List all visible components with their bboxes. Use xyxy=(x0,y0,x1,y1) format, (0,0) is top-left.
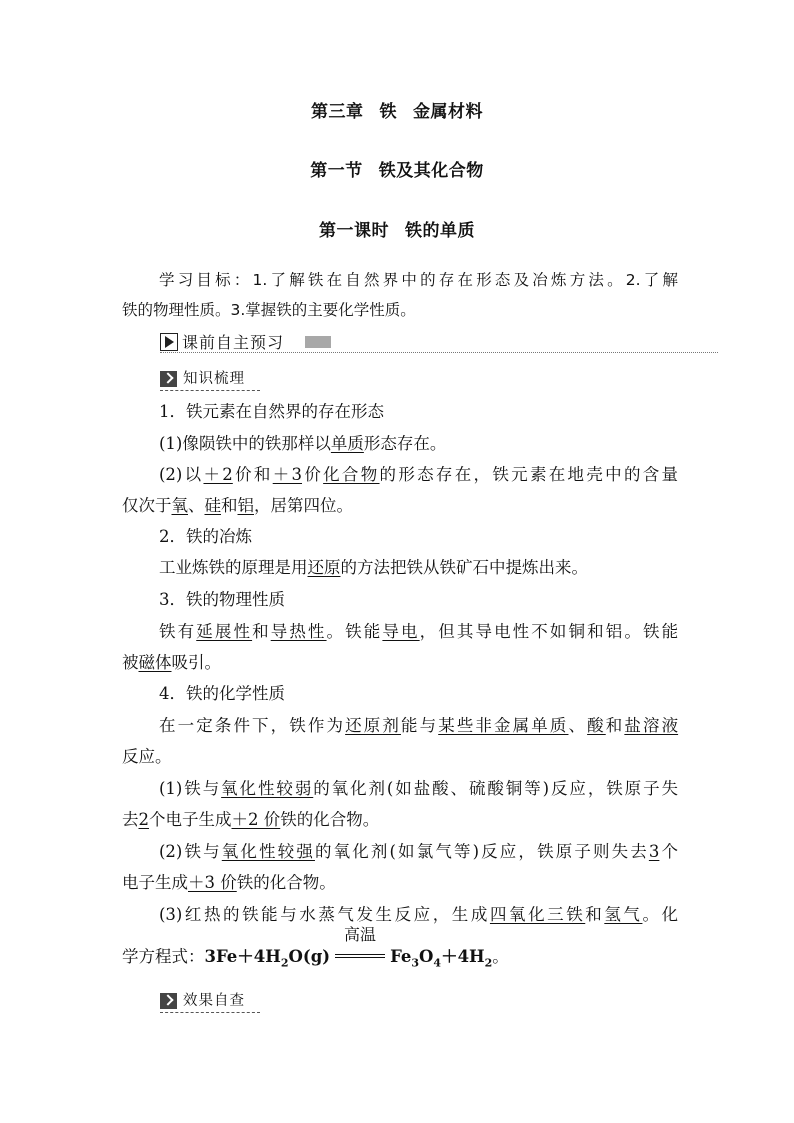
answer-blank: 延展性 xyxy=(196,622,253,641)
answer-blank: 还原剂 xyxy=(345,716,401,735)
text: O xyxy=(419,947,434,966)
chapter-title xyxy=(0,97,794,122)
text: ＋4H xyxy=(441,947,485,966)
answer-blank: 单质 xyxy=(330,434,364,453)
subheading-knowledge xyxy=(160,368,260,390)
s4-heading-text: 4．铁的化学性质 xyxy=(159,684,285,703)
subscript: 4 xyxy=(433,956,442,970)
answer-blank: 还原 xyxy=(307,558,341,577)
lesson-title xyxy=(0,216,794,241)
objectives-line-2 xyxy=(122,298,678,322)
subscript: 2 xyxy=(280,956,289,970)
reaction-condition xyxy=(334,925,386,964)
text: ，但其导电性不如铜和铝。铁能 xyxy=(419,622,679,641)
subheading-self-check-label: 效果自查 xyxy=(183,993,245,1009)
chapter-number: 第三章 xyxy=(311,102,364,122)
text: 去 xyxy=(122,810,139,829)
text: (2)以 xyxy=(159,465,204,484)
equation-products xyxy=(390,947,493,970)
text: 、 xyxy=(568,716,588,735)
s1-p3 xyxy=(122,494,678,518)
text: 个电子生成 xyxy=(149,810,232,829)
answer-blank: 氧 xyxy=(171,496,188,515)
section-title xyxy=(0,156,794,181)
text: 在一定条件下，铁作为 xyxy=(159,716,346,735)
answer-blank: 酸 xyxy=(587,716,606,735)
condition-label: 高温 xyxy=(344,925,377,944)
s2-heading xyxy=(122,525,678,549)
s2-heading-text: 2．铁的冶炼 xyxy=(159,527,252,546)
text: (1)像陨铁中的铁那样以 xyxy=(159,434,331,453)
answer-blank: 盐溶液 xyxy=(624,716,679,735)
subscript: 2 xyxy=(484,956,493,970)
text: 仅次于 xyxy=(122,496,172,515)
text: 的形态存在，铁元素在地壳中的含量 xyxy=(379,465,679,484)
banner-decoration xyxy=(305,336,331,348)
text: 铁的化合物。 xyxy=(280,810,380,829)
text: 的方法把铁从铁矿石中提炼出来。 xyxy=(340,558,588,577)
lesson-number: 第一课时 xyxy=(319,221,389,241)
answer-blank: 磁体 xyxy=(138,653,172,672)
equation-reactants xyxy=(204,947,331,970)
text: 反应。 xyxy=(122,747,172,766)
text: 工业炼铁的原理是用 xyxy=(159,558,308,577)
text: 。 xyxy=(492,947,509,966)
answer-blank: 导热性 xyxy=(270,622,327,641)
answer-blank: ＋2 xyxy=(203,465,233,484)
answer-blank: ＋3 xyxy=(272,465,303,484)
chapter-topic-1: 铁 xyxy=(379,102,397,122)
chapter-topic-2: 金属材料 xyxy=(413,102,483,122)
text: 。化 xyxy=(642,905,678,924)
s1-p2 xyxy=(122,463,678,487)
s4-p5 xyxy=(122,840,678,864)
text: (1)铁与 xyxy=(159,779,222,798)
answer-blank: 2 xyxy=(138,810,149,829)
answer-blank: 导电 xyxy=(382,622,420,641)
text: 价和 xyxy=(232,465,273,484)
text: 电子生成 xyxy=(122,873,188,892)
subheading-underline xyxy=(160,390,260,391)
banner-dotted-rule xyxy=(160,352,718,353)
s4-p3 xyxy=(122,777,678,801)
text: 的氧化剂(如氯气等)反应，铁原子则失去 xyxy=(314,842,649,861)
section-topic: 铁及其化合物 xyxy=(378,161,484,181)
answer-blank: 氧化性较强 xyxy=(221,842,315,861)
s3-heading xyxy=(122,588,678,612)
s2-p1 xyxy=(122,556,678,580)
s1-p1 xyxy=(122,432,678,456)
text: (3)红热的铁能与水蒸气发生反应，生成 xyxy=(159,905,490,924)
answer-blank: 3 xyxy=(648,842,660,861)
banner-title: 课前自主预习 xyxy=(182,333,285,352)
section-number: 第一节 xyxy=(310,161,363,181)
s4-p7 xyxy=(122,903,678,927)
answer-blank: ＋3 价 xyxy=(188,873,237,892)
text: 。铁能 xyxy=(326,622,383,641)
text: 个 xyxy=(659,842,679,861)
check-arrow-icon xyxy=(160,993,177,1009)
answer-blank: 化合物 xyxy=(323,465,380,484)
text: 能与 xyxy=(400,716,439,735)
text: 被 xyxy=(122,653,139,672)
s4-p4 xyxy=(122,808,678,832)
text: 、 xyxy=(188,496,205,515)
answer-blank: 硅 xyxy=(204,496,221,515)
text: 吸引。 xyxy=(171,653,221,672)
answer-blank: ＋2 价 xyxy=(231,810,281,829)
subheading-self-check xyxy=(160,990,260,1012)
answer-blank: 氢气 xyxy=(604,905,643,924)
chemical-equation xyxy=(122,925,509,973)
text: 的氧化剂(如盐酸、硫酸铜等)反应，铁原子失 xyxy=(313,779,679,798)
objectives-text-1: ：1.了解铁在自然界中的存在形态及冶炼方法。2.了解 xyxy=(233,271,678,289)
answer-blank: 四氧化三铁 xyxy=(489,905,586,924)
lesson-topic: 铁的单质 xyxy=(405,221,475,241)
text: (2)铁与 xyxy=(159,842,222,861)
s4-heading xyxy=(122,682,678,706)
s4-p6 xyxy=(122,871,678,895)
subscript: 3 xyxy=(411,956,420,970)
subheading-underline xyxy=(160,1012,260,1013)
check-arrow-icon xyxy=(160,371,177,387)
equation-prefix: 学方程式： xyxy=(122,947,205,966)
text: O(g) xyxy=(288,947,331,966)
s1-heading-text: 1．铁元素在自然界的存在形态 xyxy=(159,402,384,421)
equals-bar xyxy=(335,954,385,958)
play-arrow-icon xyxy=(160,333,178,351)
text: 和 xyxy=(252,622,271,641)
s3-heading-text: 3．铁的物理性质 xyxy=(159,590,285,609)
objectives-label: 学习目标 xyxy=(159,271,234,289)
text: 3Fe＋4H xyxy=(204,947,281,966)
s4-p1 xyxy=(122,714,678,738)
s3-p1 xyxy=(122,620,678,644)
text: ，居第四位。 xyxy=(254,496,353,515)
s3-p2 xyxy=(122,651,678,675)
s1-heading xyxy=(122,400,678,424)
s4-p2 xyxy=(122,745,678,769)
answer-blank: 铝 xyxy=(237,496,254,515)
objectives-line-1 xyxy=(122,268,678,292)
text: 价 xyxy=(302,465,324,484)
section-banner xyxy=(160,331,718,355)
text: 和 xyxy=(605,716,625,735)
objectives-text-2: 铁的物理性质。3.掌握铁的主要化学性质。 xyxy=(122,301,416,319)
text: 和 xyxy=(221,496,238,515)
text: Fe xyxy=(390,947,412,966)
text: 铁有 xyxy=(159,622,197,641)
subheading-knowledge-label: 知识梳理 xyxy=(183,371,245,387)
answer-blank: 氧化性较弱 xyxy=(221,779,314,798)
text: 形态存在。 xyxy=(363,434,447,453)
text: 铁的化合物。 xyxy=(236,873,336,892)
answer-blank: 某些非金属单质 xyxy=(438,716,569,735)
text: 和 xyxy=(585,905,605,924)
